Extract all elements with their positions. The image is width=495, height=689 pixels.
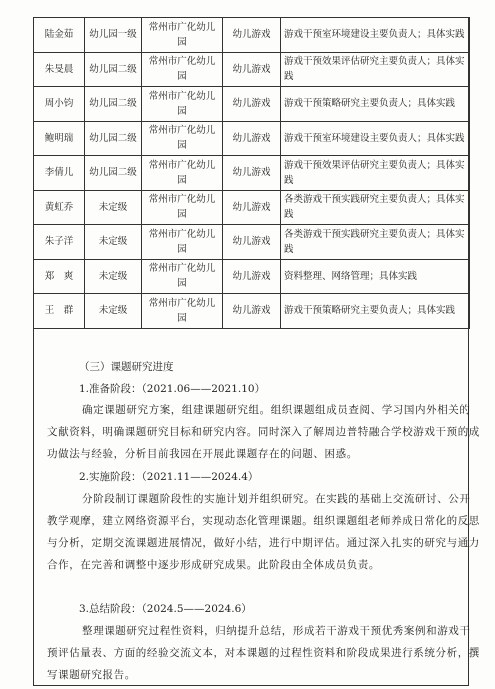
member-title: 未定级 [85,294,142,329]
member-name: 王 群 [34,294,85,329]
member-row [34,190,470,225]
stage1-text: 确定课题研究方案，组建课题研究组。组织课题组成员查阅、学习国内外相关的文献资料，明确课题研究目标和研究内容。同时深入了解周边普特融合学校游戏干预的成功做法与经验，分析目前我园在开展此课题存在的问题、困惑。 [47,404,480,460]
member-name: 黄虹乔 [34,190,85,225]
member-name: 陆金茹 [34,18,85,53]
member-row [34,18,470,53]
member-row [34,259,470,294]
member-title: 未定级 [85,190,142,225]
members-table [33,17,470,329]
member-name: 郑 爽 [34,259,85,294]
member-title: 未定级 [85,225,142,260]
member-name: 李倩儿 [34,156,85,191]
member-unit: 常州市广化幼儿园 [142,87,223,122]
member-unit: 常州市广化幼儿园 [142,52,223,87]
member-row [34,156,470,191]
stage3-text: 整理课题研究过程性资料，归纳提升总结，形成若干游戏干预优秀案例和游戏干预评估量表、方面的经验交流文本，对本课题的过程性资料和阶段成果进行系统分析，撰写课题研究报告。 [47,625,480,681]
member-field: 幼儿游戏 [223,190,281,225]
member-duty: 游戏干预效果评估研究主要负责人；具体实践 [281,52,470,87]
member-field: 幼儿游戏 [223,87,281,122]
member-field: 幼儿游戏 [223,18,281,53]
member-unit: 常州市广化幼儿园 [142,294,223,329]
stage3-title: 3.总结阶段：（2024.5——2024.6） [79,603,252,615]
member-row [34,87,470,122]
member-unit: 常州市广化幼儿园 [142,190,223,225]
member-name: 周小钧 [34,87,85,122]
member-row [34,225,470,260]
member-field: 幼儿游戏 [223,259,281,294]
member-row [34,121,470,156]
member-title: 未定级 [85,259,142,294]
member-row [34,294,470,329]
member-field: 幼儿游戏 [223,294,281,329]
member-row [34,52,470,87]
stage2-title: 2.实施阶段：（2021.11——2024.4） [79,471,259,483]
member-duty: 各类游戏干预实践研究主要负责人；具体实践 [281,190,470,225]
member-unit: 常州市广化幼儿园 [142,121,223,156]
member-title: 幼儿园二级 [85,121,142,156]
member-name: 鲍明瑞 [34,121,85,156]
member-unit: 常州市广化幼儿园 [142,259,223,294]
member-name: 朱旻晨 [34,52,85,87]
member-field: 幼儿游戏 [223,156,281,191]
member-duty: 游戏干预效果评估研究主要负责人；具体实践 [281,156,470,191]
member-unit: 常州市广化幼儿园 [142,225,223,260]
member-duty: 游戏干预策略研究主要负责人；具体实践 [281,294,470,329]
progress-heading: （三）课题研究进度 [79,361,174,373]
members-table-body [34,18,470,329]
stage2-text: 分阶段制订课题阶段性的实施计划并组织研究。在实践的基础上交流研讨、公开教学观摩，建立网络资源平台，实现动态化管理课题。组织课题组老师养成日常化的反思与分析，定期交流课题进展情况，做好小结，进行中期评估。通过深入扎实的研究与通力合作，在完善和调整中逐步形成研究成果。此阶段由全体成员负责。 [47,493,480,571]
member-title: 幼儿园二级 [85,156,142,191]
member-duty: 游戏干预策略研究主要负责人；具体实践 [281,87,470,122]
member-duty: 资料整理、网络管理；具体实践 [281,259,470,294]
member-field: 幼儿游戏 [223,225,281,260]
member-duty: 各类游戏干预实践研究主要负责人；具体实践 [281,225,470,260]
member-duty: 游戏干预室环境建设主要负责人；具体实践 [281,18,470,53]
member-title: 幼儿园一级 [85,18,142,53]
member-field: 幼儿游戏 [223,52,281,87]
member-unit: 常州市广化幼儿园 [142,18,223,53]
member-name: 朱子洋 [34,225,85,260]
member-title: 幼儿园二级 [85,87,142,122]
member-unit: 常州市广化幼儿园 [142,156,223,191]
member-duty: 游戏干预室环境建设主要负责人；具体实践 [281,121,470,156]
stage1-title: 1.准备阶段：（2021.06——2021.10） [79,383,266,395]
member-title: 幼儿园二级 [85,52,142,87]
member-field: 幼儿游戏 [223,121,281,156]
